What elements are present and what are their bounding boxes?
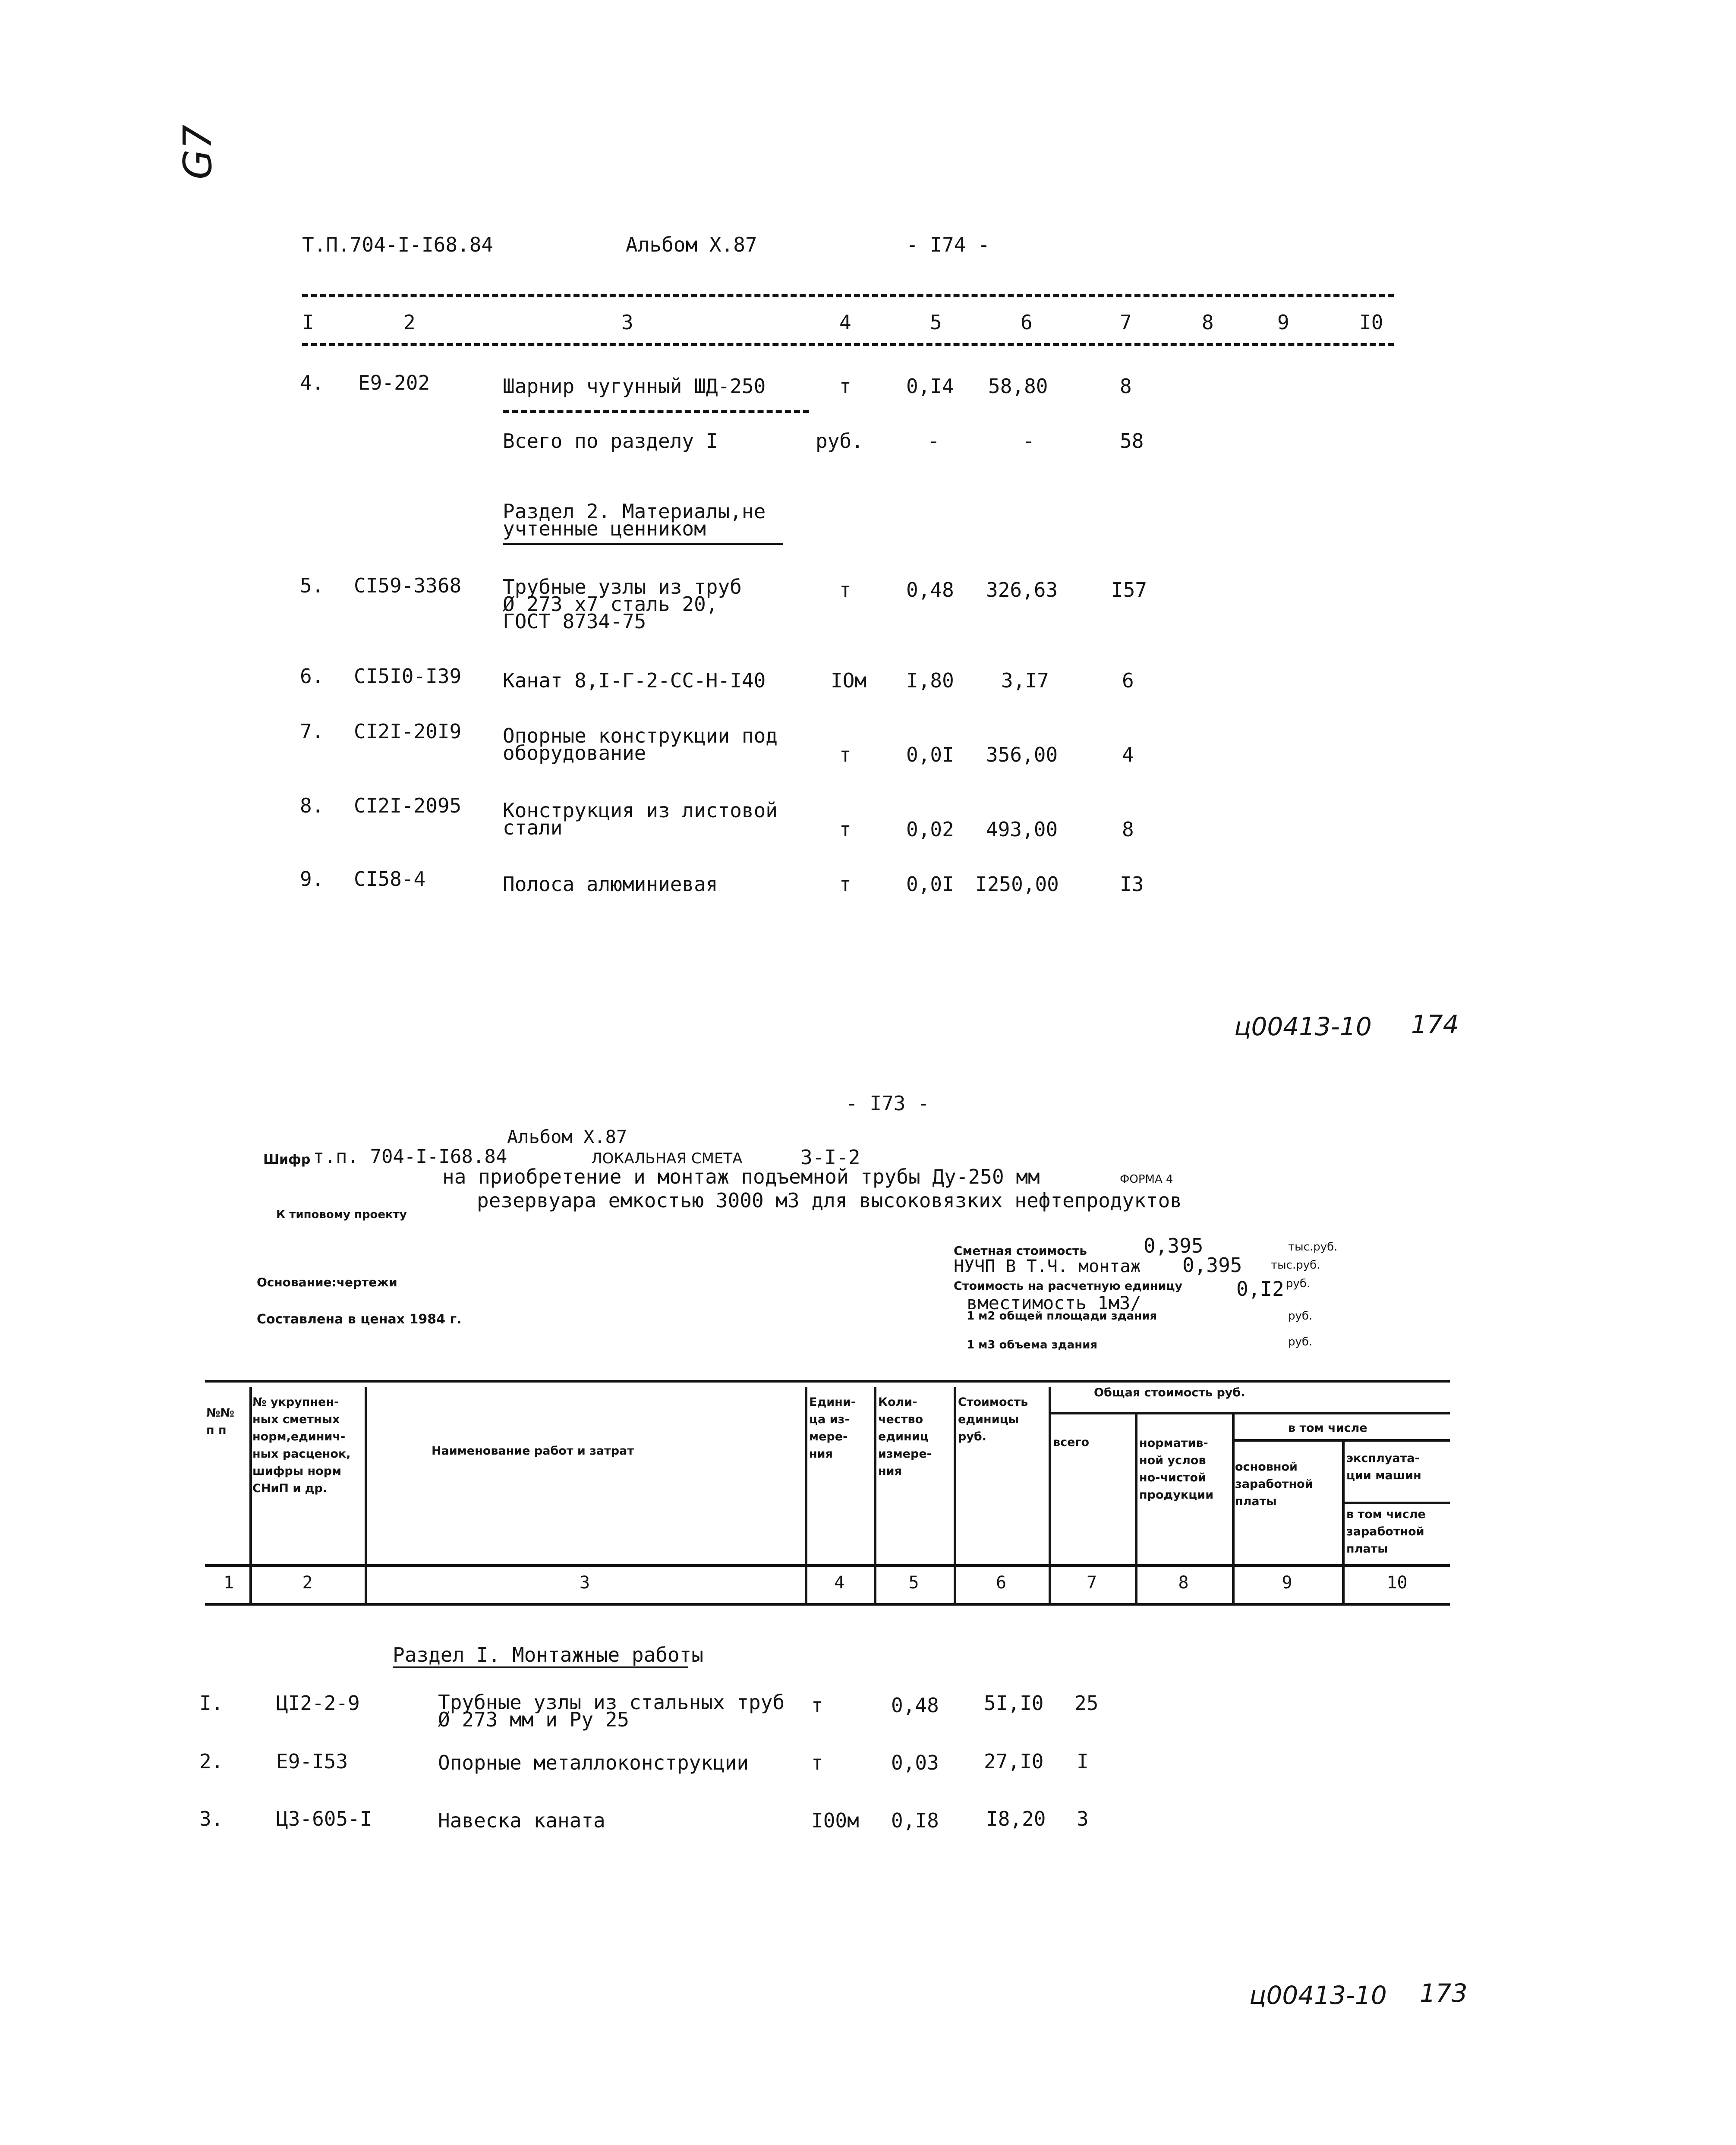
to-project-label: К типовому проекту bbox=[276, 1208, 407, 1221]
cipher-label: Шифр bbox=[263, 1152, 311, 1167]
cost-label: Сметная стоимость bbox=[954, 1244, 1087, 1258]
row-price: I8,20 bbox=[986, 1807, 1046, 1830]
table-line bbox=[805, 1387, 807, 1603]
lower-archive-stamp: ц00413-10 bbox=[1249, 1981, 1387, 2010]
lower-col-num: 7 bbox=[1086, 1573, 1097, 1593]
row-price: 326,63 bbox=[986, 578, 1058, 602]
area-label: 1 м2 общей площади здания bbox=[967, 1310, 1157, 1323]
upper-project-code: Т.П.704-I-I68.84 bbox=[302, 233, 494, 256]
lower-col-num: 4 bbox=[834, 1573, 845, 1593]
row-total: 8 bbox=[1120, 375, 1132, 398]
row-code: СI2I-20I9 bbox=[354, 720, 462, 743]
row-qty: I,80 bbox=[906, 669, 954, 692]
section-2-title: Раздел 2. Материалы,не учтенные ценником bbox=[503, 500, 766, 540]
cost-value: 0,395 bbox=[1144, 1234, 1204, 1257]
row-code: СI58-4 bbox=[354, 867, 426, 891]
row-unit: т bbox=[811, 1751, 823, 1774]
upper-col-num: 5 bbox=[930, 311, 942, 334]
capacity-note: вместимость 1м3/ bbox=[967, 1292, 1141, 1313]
row-unit: т bbox=[839, 872, 851, 896]
row-qty: 0,02 bbox=[906, 818, 954, 841]
row-price: 58,80 bbox=[988, 375, 1048, 398]
table-line bbox=[1232, 1439, 1450, 1442]
header-col8: норматив- ной услов но-чистой продукции bbox=[1139, 1436, 1214, 1502]
upper-header-divider-top bbox=[302, 294, 1394, 297]
corner-handwritten-mark: G7 bbox=[175, 124, 221, 180]
row-name: Полоса алюминиевая bbox=[503, 872, 718, 896]
estimate-title-line2: резервуара емкостью 3000 м3 для высоковязких нефтепродуктов bbox=[477, 1189, 1182, 1212]
row-code: СI5I0-I39 bbox=[354, 665, 462, 688]
row-number: 3. bbox=[199, 1807, 224, 1830]
row-code: Ц3-605-I bbox=[276, 1807, 372, 1830]
row-number: I. bbox=[199, 1691, 224, 1715]
nuchp-value: 0,395 bbox=[1182, 1254, 1242, 1277]
row-number: 4. bbox=[300, 371, 324, 394]
document-number: 3-I-2 bbox=[800, 1146, 860, 1169]
header-col7: всего bbox=[1053, 1436, 1090, 1449]
row-number: 6. bbox=[300, 665, 324, 688]
row-price: 493,00 bbox=[986, 818, 1058, 841]
row-unit: руб. bbox=[816, 429, 863, 453]
row-code: СI59-3368 bbox=[354, 574, 462, 597]
document-type: ЛОКАЛЬНАЯ СМЕТА bbox=[591, 1150, 743, 1167]
header-col6: Стоимость единицы руб. bbox=[958, 1395, 1028, 1443]
row-number: 8. bbox=[300, 794, 324, 817]
row-name: Опорные конструкции под оборудование bbox=[503, 724, 778, 765]
table-line bbox=[365, 1387, 367, 1603]
lower-col-num: 9 bbox=[1282, 1573, 1292, 1593]
lower-col-num: 2 bbox=[302, 1573, 313, 1593]
row-price: 356,00 bbox=[986, 743, 1058, 766]
basis-label: Основание:чертежи bbox=[257, 1275, 397, 1289]
upper-col-num: 3 bbox=[621, 311, 633, 334]
area-unit: руб. bbox=[1288, 1310, 1313, 1323]
upper-archive-stamp: ц00413-10 bbox=[1234, 1012, 1372, 1041]
table-line bbox=[874, 1387, 876, 1603]
row-code: Е9-202 bbox=[358, 371, 430, 394]
row-qty: 0,03 bbox=[891, 1751, 939, 1774]
lower-col-num: 8 bbox=[1178, 1573, 1189, 1593]
header-col1: №№ п п bbox=[206, 1406, 234, 1437]
cost-unit: тыс.руб. bbox=[1288, 1241, 1338, 1254]
row-qty: 0,I8 bbox=[891, 1809, 939, 1832]
row-name: Трубные узлы из труб Ø 273 х7 сталь 20, ГОСТ 8734-75 bbox=[503, 575, 742, 633]
per-unit-label: Стоимость на расчетную единицу bbox=[954, 1279, 1183, 1293]
row-name: Всего по разделу I bbox=[503, 429, 718, 453]
nuchp-label: НУЧП В Т.Ч. монтаж bbox=[954, 1257, 1141, 1276]
upper-col-num: 7 bbox=[1120, 311, 1132, 334]
row-unit: т bbox=[811, 1694, 823, 1717]
row-total: I bbox=[1077, 1750, 1089, 1773]
table-line bbox=[1049, 1387, 1051, 1603]
row-unit: т bbox=[839, 743, 851, 766]
table-line bbox=[205, 1380, 1450, 1383]
nuchp-unit: тыс.руб. bbox=[1271, 1259, 1320, 1272]
row-total: I3 bbox=[1120, 872, 1144, 896]
row-number: 7. bbox=[300, 720, 324, 743]
lower-col-num: 6 bbox=[996, 1573, 1007, 1593]
table-line bbox=[954, 1387, 956, 1603]
row-price: - bbox=[1023, 429, 1035, 453]
upper-col-num: 4 bbox=[839, 311, 851, 334]
row-code: Е9-I53 bbox=[276, 1750, 348, 1773]
lower-col-num: 10 bbox=[1386, 1573, 1408, 1593]
upper-stamp-page: 174 bbox=[1411, 1010, 1459, 1039]
row-name: Навеска каната bbox=[438, 1809, 605, 1832]
row-unit: т bbox=[839, 818, 851, 841]
row-number: 2. bbox=[199, 1750, 224, 1773]
header-col3: Наименование работ и затрат bbox=[432, 1444, 634, 1458]
row-name: Канат 8,I-Г-2-СС-Н-I40 bbox=[503, 669, 766, 692]
per-unit-unit: руб. bbox=[1286, 1277, 1311, 1290]
row-number: 9. bbox=[300, 867, 324, 891]
estimate-title-line1: на приобретение и монтаж подъемной трубы Ду-250 мм bbox=[442, 1165, 1040, 1188]
row-unit: т bbox=[839, 578, 851, 602]
lower-col-num: 1 bbox=[223, 1573, 234, 1593]
upper-col-num: 8 bbox=[1202, 311, 1214, 334]
upper-col-num: 2 bbox=[403, 311, 416, 334]
row-total: 3 bbox=[1077, 1807, 1089, 1830]
lower-album: Альбом X.87 bbox=[507, 1126, 627, 1147]
row-number: 5. bbox=[300, 574, 324, 597]
row-price: 27,I0 bbox=[984, 1750, 1044, 1773]
row-total: 58 bbox=[1120, 429, 1144, 453]
row-total: 4 bbox=[1122, 743, 1134, 766]
row-unit: IОм bbox=[831, 669, 867, 692]
table-line bbox=[205, 1603, 1450, 1606]
form-label: ФОРМА 4 bbox=[1120, 1173, 1173, 1186]
row-qty: 0,48 bbox=[906, 578, 954, 602]
upper-col-num: I bbox=[302, 311, 314, 334]
table-line bbox=[205, 1564, 1450, 1567]
lower-page-number: - I73 - bbox=[846, 1092, 929, 1115]
upper-col-num: I0 bbox=[1359, 311, 1383, 334]
row-qty: 0,48 bbox=[891, 1694, 939, 1717]
table-line bbox=[1049, 1412, 1450, 1414]
row-qty: 0,I4 bbox=[906, 375, 954, 398]
header-total-cost-group: Общая стоимость руб. bbox=[1094, 1386, 1245, 1399]
row-unit: т bbox=[839, 375, 851, 398]
header-col5: Коли- чество единиц измере- ния bbox=[878, 1395, 932, 1478]
row-total: 8 bbox=[1122, 818, 1134, 841]
section-1-underline bbox=[393, 1666, 688, 1668]
row-name: Опорные металлоконструкции bbox=[438, 1751, 749, 1774]
upper-col-num: 6 bbox=[1021, 311, 1033, 334]
row-code: ЦI2-2-9 bbox=[276, 1691, 360, 1715]
lower-col-num: 3 bbox=[579, 1573, 590, 1593]
lower-col-num: 5 bbox=[908, 1573, 919, 1593]
volume-label: 1 м3 объема здания bbox=[967, 1339, 1098, 1351]
row-price: 5I,I0 bbox=[984, 1691, 1044, 1715]
table-line bbox=[249, 1387, 252, 1603]
section-2-underline bbox=[503, 543, 783, 545]
upper-header-divider-bottom bbox=[302, 343, 1394, 346]
row-name: Конструкция из листовой стали bbox=[503, 799, 778, 839]
volume-unit: руб. bbox=[1288, 1336, 1313, 1348]
header-col10: эксплуата- ции машин bbox=[1346, 1452, 1421, 1482]
row-total: 25 bbox=[1074, 1691, 1099, 1715]
header-col4: Едини- ца из- мере- ния bbox=[809, 1395, 856, 1461]
header-col10-sub: в том числе заработной платы bbox=[1346, 1508, 1426, 1556]
upper-col-num: 9 bbox=[1277, 311, 1289, 334]
row-total: I57 bbox=[1111, 578, 1147, 602]
upper-page-number: - I74 - bbox=[906, 233, 990, 256]
section-1-title: Раздел I. Монтажные работы bbox=[393, 1643, 704, 1666]
row-unit: I00м bbox=[811, 1809, 859, 1832]
row-qty: 0,0I bbox=[906, 743, 954, 766]
upper-album: Альбом X.87 bbox=[626, 233, 757, 256]
row-price: I250,00 bbox=[975, 872, 1059, 896]
row-qty: 0,0I bbox=[906, 872, 954, 896]
row-name: Трубные узлы из стальных труб Ø 273 мм и Ру 25 bbox=[438, 1691, 785, 1731]
row-total: 6 bbox=[1122, 669, 1134, 692]
row-qty: - bbox=[928, 429, 940, 453]
cipher-code: т.п. 704-I-I68.84 bbox=[313, 1146, 507, 1168]
compiled-label: Составлена в ценах 1984 г. bbox=[257, 1312, 462, 1327]
table-line bbox=[1342, 1502, 1450, 1504]
per-unit-value: 0,I2 bbox=[1236, 1277, 1284, 1301]
header-col9: основной заработной платы bbox=[1235, 1460, 1313, 1508]
row-price: 3,I7 bbox=[1001, 669, 1049, 692]
row-name: Шарнир чугунный ШД-250 bbox=[503, 375, 766, 398]
header-col2: № укрупнен- ных сметных норм,единич- ных расценок, шифры норм СНиП и др. bbox=[252, 1395, 351, 1495]
subtotal-divider bbox=[503, 410, 809, 413]
lower-stamp-page: 173 bbox=[1420, 1978, 1468, 2008]
row-code: СI2I-2095 bbox=[354, 794, 462, 817]
header-including: в том числе bbox=[1288, 1421, 1367, 1435]
